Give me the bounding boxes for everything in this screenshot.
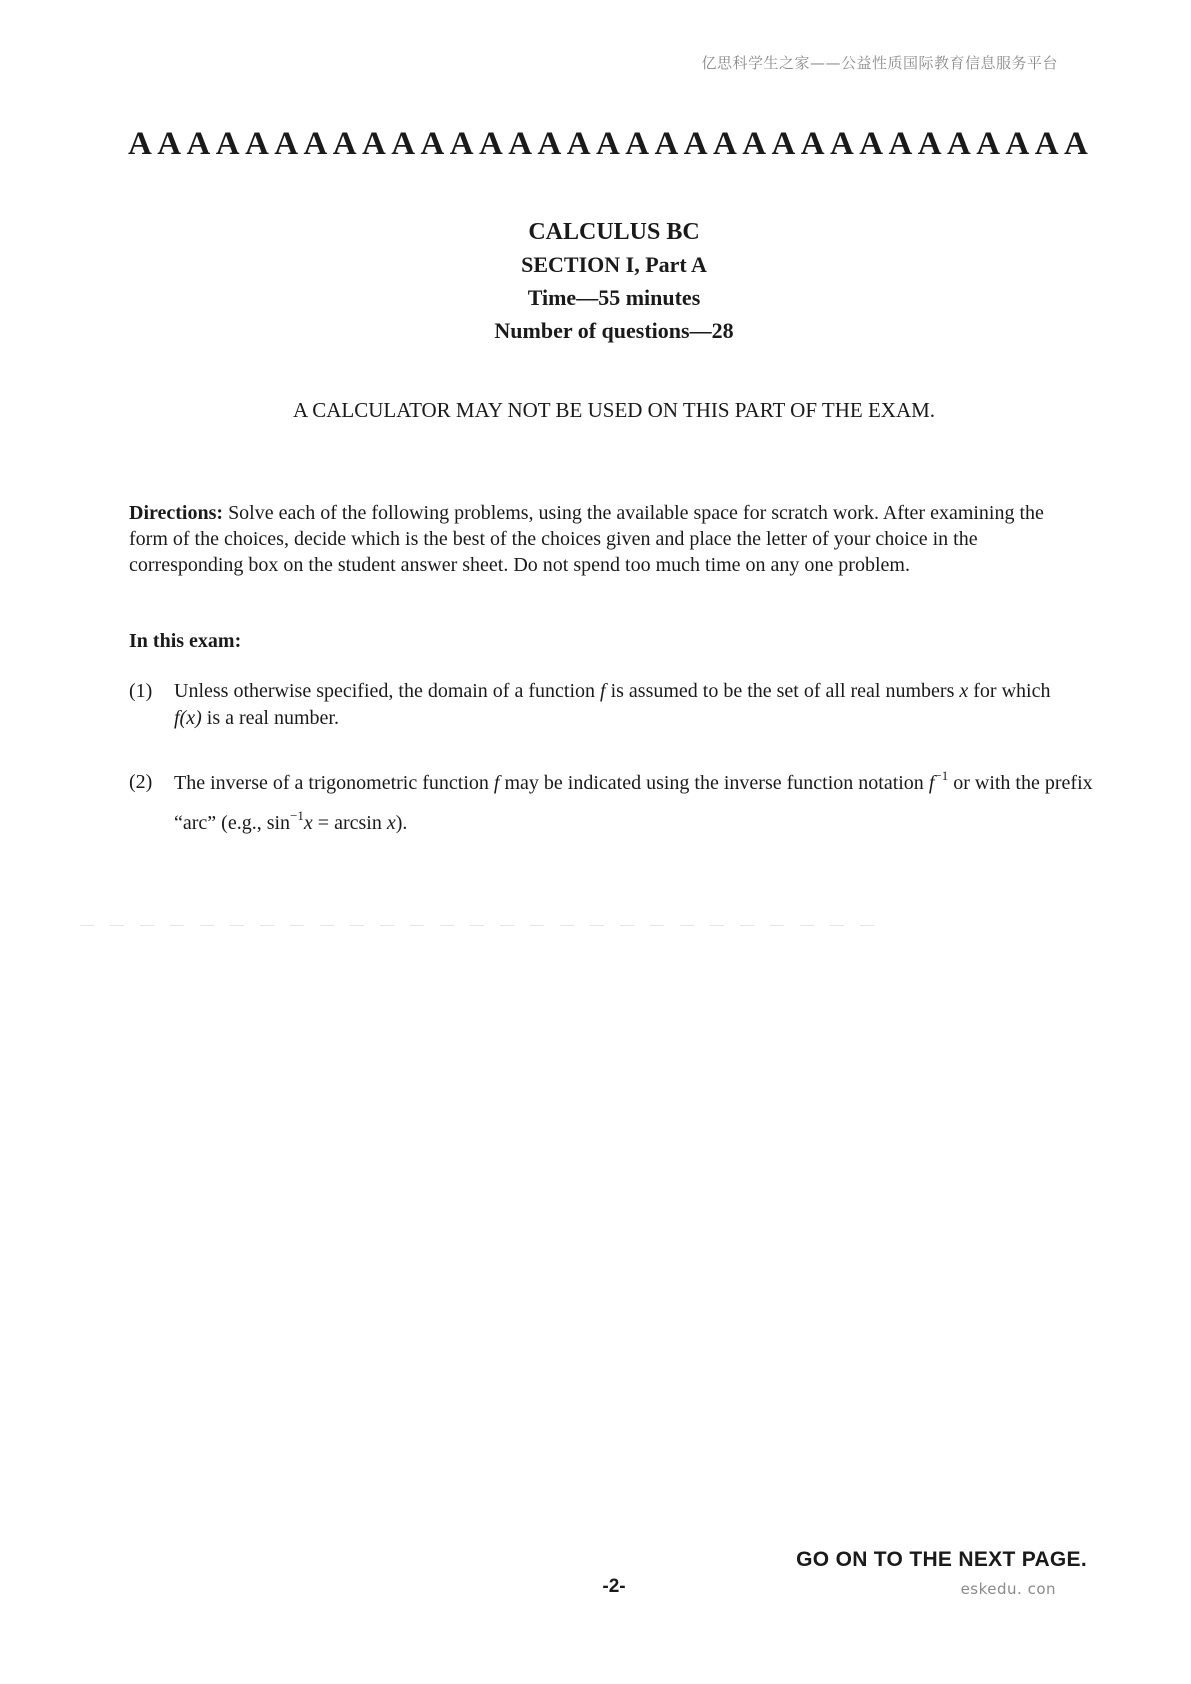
note-number: (1) [129, 680, 153, 702]
banner-letter: A [215, 126, 240, 162]
note-text: may be indicated using the inverse function notation [504, 772, 924, 794]
banner-letter: A [830, 126, 854, 162]
banner-letter: A [1064, 126, 1088, 162]
banner-letter: A [625, 126, 650, 162]
banner-letter: A [303, 126, 328, 162]
exam-note-2 [129, 763, 1099, 843]
scan-artifact-line [80, 925, 880, 926]
banner-letter: A [420, 126, 445, 162]
calculator-note: A CALCULATOR MAY NOT BE USED ON THIS PART OF THE EXAM. [292, 398, 936, 422]
banner-letter: A [713, 126, 737, 162]
math-var: x [959, 680, 969, 702]
banner-letter: A [859, 126, 884, 162]
note-text: is a real number. [206, 707, 339, 729]
section-a-banner [128, 128, 1088, 161]
math-expr: f(x) [174, 707, 202, 729]
banner-letter: A [449, 126, 474, 162]
math-var: x [386, 812, 396, 834]
page-number: -2- [602, 1576, 626, 1597]
banner-letter: A [800, 126, 825, 162]
note-text: The inverse of a trigonometric function [174, 772, 489, 794]
banner-letter: A [245, 126, 269, 162]
banner-letter: A [654, 126, 679, 162]
section-label: SECTION I, Part A [521, 252, 707, 277]
banner-letter: A [683, 126, 708, 162]
directions-label: Directions: [129, 502, 224, 524]
question-count: Number of questions—28 [494, 318, 734, 343]
banner-letter: A [186, 126, 211, 162]
exam-title: CALCULUS BC [528, 219, 700, 245]
banner-letter: A [508, 126, 533, 162]
watermark-header: 亿思科学生之家——公益性质国际教育信息服务平台 [701, 54, 1058, 72]
banner-letter: A [566, 126, 591, 162]
in-this-exam-heading: In this exam: [129, 630, 242, 652]
banner-letter: A [479, 126, 503, 162]
math-var: f [928, 772, 935, 794]
math-superscript: −1 [290, 808, 304, 823]
banner-letter: A [917, 126, 942, 162]
directions-text: Solve each of the following problems, using the available space for scratch work. After examining the form of the choices, decide which is the best of the choices given and place the letter of your choice in the corresponding box on the student answer sheet. Do not spend too much time on any one problem. [129, 502, 1044, 576]
math-func: sin [266, 812, 291, 834]
banner-letter: A [888, 126, 913, 162]
note-text: or with the prefix “arc” (e.g., [174, 772, 1093, 834]
note-text: for which [973, 680, 1051, 702]
math-text: = arcsin [317, 812, 382, 834]
time-label: Time—55 minutes [527, 285, 701, 310]
banner-letter: A [157, 126, 182, 162]
note-text: Unless otherwise specified, the domain of a function [174, 680, 595, 702]
exam-header [0, 216, 1191, 347]
banner-letter: A [1034, 126, 1059, 162]
math-var: x [303, 812, 313, 834]
note-body [174, 763, 1099, 843]
banner-letter: A [274, 126, 299, 162]
banner-letter: A [537, 126, 562, 162]
banner-letter: A [362, 126, 386, 162]
banner-letter: A [391, 126, 416, 162]
directions-paragraph [129, 500, 1064, 578]
banner-letter: A [771, 126, 796, 162]
banner-letter: A [128, 126, 152, 162]
banner-letter: A [947, 126, 971, 162]
banner-letter: A [976, 126, 1001, 162]
note-text: is assumed to be the set of all real numbers [610, 680, 955, 702]
math-var: f [493, 772, 500, 794]
note-text: ). [395, 812, 408, 834]
note-body [174, 678, 1099, 732]
math-var: f [600, 680, 606, 702]
watermark-footer: eskedu. con [960, 1580, 1056, 1598]
banner-letter: A [596, 126, 620, 162]
banner-letter: A [1005, 126, 1030, 162]
note-number: (2) [129, 771, 153, 793]
math-superscript: −1 [934, 768, 949, 783]
banner-letter: A [332, 126, 357, 162]
next-page-notice: GO ON TO THE NEXT PAGE. [796, 1548, 1087, 1571]
banner-letter: A [742, 126, 767, 162]
exam-note-1 [129, 678, 1099, 732]
